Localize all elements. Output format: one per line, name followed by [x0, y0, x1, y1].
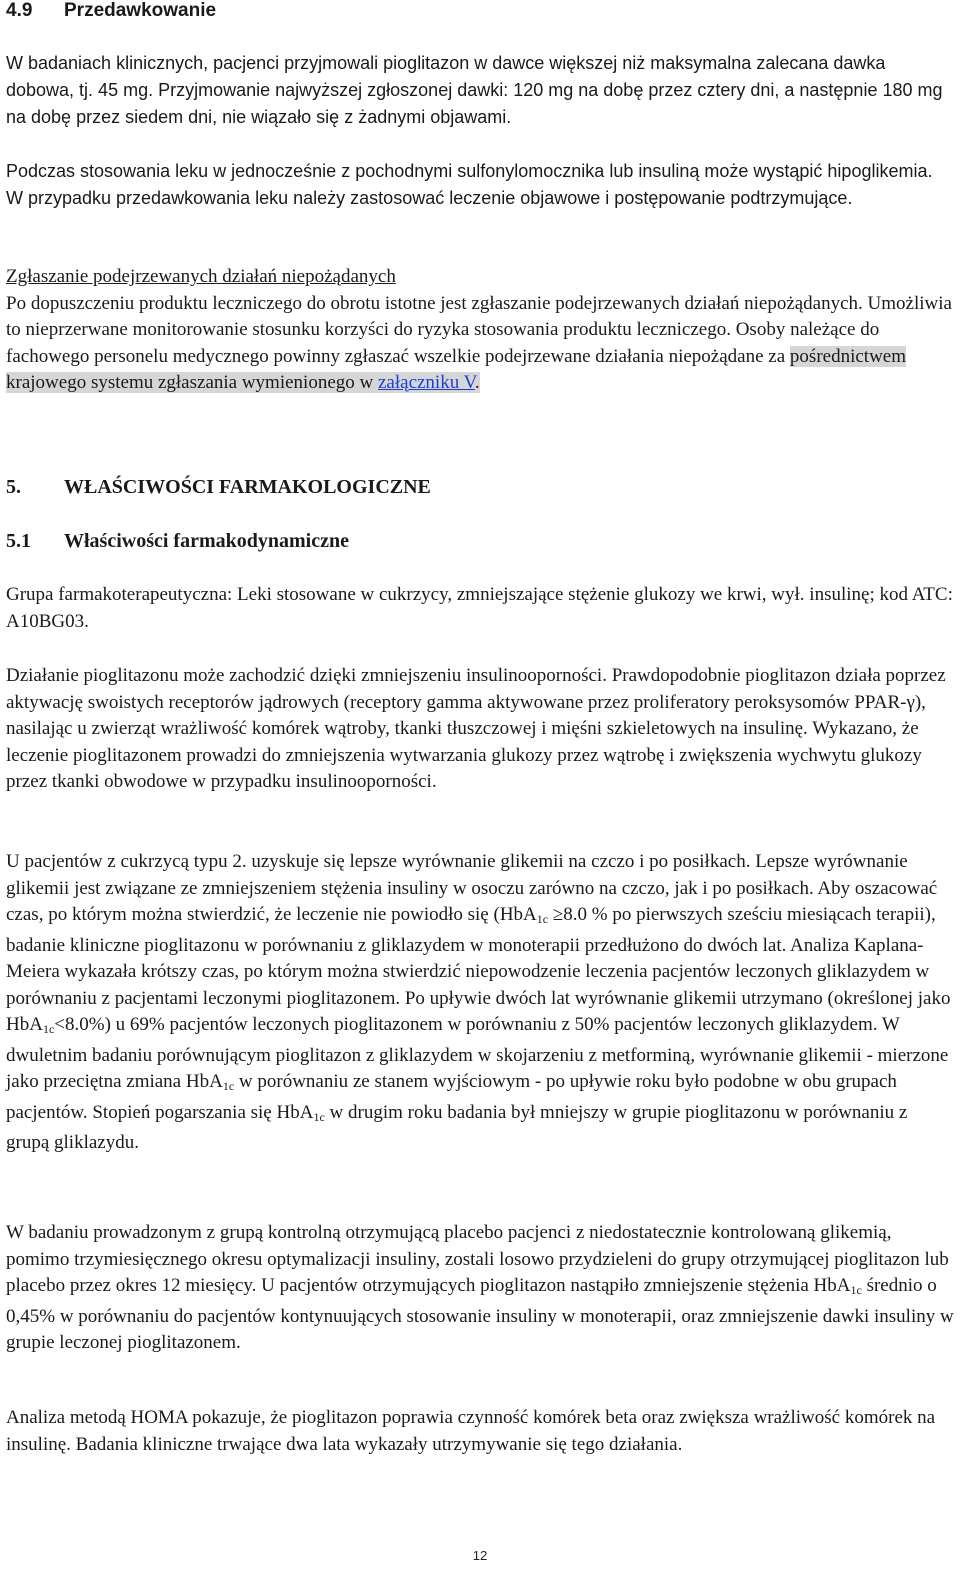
subscript: 1c	[850, 1283, 862, 1297]
homa-paragraph: Analiza metodą HOMA pokazuje, że pioglitazon poprawia czynność komórek beta oraz zwiększa wrażliwość komórek na insulinę. Badania kliniczne trwające dwa lata wykazały utrzymywanie się tego działania.	[6, 1407, 936, 1455]
section-title: Przedawkowanie	[64, 0, 217, 21]
placebo-study-paragraph	[6, 1220, 954, 1357]
overdose-paragraph-2: Podczas stosowania leku w jednocześnie z pochodnymi sulfonylomocznika lub insuliną może wystąpić hipoglikemia. W przypadku przedawkowania leku należy zastosować leczenie objawowe i postępowanie podtrzymujące.	[6, 161, 933, 208]
text-run: w porównaniu ze stanem wyjściowym - po upływie roku było podobne w obu grupach pacjentów. Stopień pogarszania się HbA	[6, 1071, 897, 1123]
pharmacotherapeutic-group-paragraph: Grupa farmakoterapeutyczna: Leki stosowane w cukrzycy, zmniejszające stężenie glukozy we krwi, wył. insulinę; kod ATC: A10BG03.	[6, 584, 953, 632]
subscript: 1c	[536, 912, 549, 926]
reporting-heading: Zgłaszanie podejrzewanych działań niepożądanych	[6, 266, 396, 287]
reporting-text: Po dopuszczeniu produktu leczniczego do obrotu istotne jest zgłaszanie podejrzewanych działań niepożądanych. Umożliwia to nieprzerwane monitorowanie stosunku korzyści do ryzyka stosowania produktu leczniczego. Osoby należące do fachowego personelu medycznego powinny zgłaszać wszelkie podejrzewane działania niepożądane za	[6, 292, 952, 367]
mechanism-paragraph: Działanie pioglitazonu może zachodzić dzięki zmniejszeniu insulinooporności. Prawdopodobnie pioglitazon działa poprzez aktywację swoistych receptorów jądrowych (receptory gamma aktywowane przez proliferatory peroksysomów PPAR-γ), nasilając u zwierząt wrażliwość komórek wątroby, tkanki tłuszczowej i mięśni szkieletowych na insulinę. Wykazano, że leczenie pioglitazonem prowadzi do zmniejszenia wytwarzania glukozy przez wątrobę i zwiększenia wychwytu glukozy przez tkanki obwodowe w przypadku insulinooporności.	[6, 665, 946, 792]
adverse-reporting-block	[6, 264, 954, 397]
text-run: w drugim roku badania był mniejszy w grupie pioglitazonu w porównaniu z grupą gliklazydu.	[6, 1101, 908, 1153]
section-number: 4.9	[6, 0, 33, 21]
subscript: 1c	[222, 1079, 235, 1093]
text-run: ≥8.0 % po pierwszych sześciu miesiącach terapii), badanie kliniczne pioglitazonu w porównaniu z gliklazydem w monoterapii przedłużono do dwóch lat. Analiza Kaplana-Meiera wykazała krótszy czas, po którym można stwierdzić niepowodzenie leczenia pacjentów leczonych gliklazydem w porównaniu z pacjentami leczonymi pioglitazonem. Po upływie dwóch lat wyrównanie glikemii utrzymano (określonej jako HbA	[6, 904, 951, 1035]
text-run: W badaniu prowadzonym z grupą kontrolną otrzymującą placebo pacjenci z niedostatecznie kontrolowaną glikemią, pomimo trzymiesięcznego okresu optymalizacji insuliny, zostali losowo przydzieleni do grupy otrzymującej pioglitazon lub placebo przez okres 12 miesięcy. U pacjentów otrzymujących pioglitazon nastąpiło zmniejszenie stężenia HbA	[6, 1222, 949, 1296]
reporting-end: .	[474, 372, 480, 393]
text-run: U pacjentów z cukrzycą typu 2. uzyskuje się lepsze wyrównanie glikemii na czczo i po posiłkach. Lepsze wyrównanie glikemii jest związane ze zmniejszeniem stężenia insuliny w osoczu zarówno na czczo, jak i po posiłkach. Aby oszacować czas, po którym można stwierdzić, że leczenie nie powiodło się (HbA	[6, 851, 938, 925]
overdose-paragraph-1: W badaniach klinicznych, pacjenci przyjmowali pioglitazon w dawce większej niż maksymalna zalecana dawka dobowa, tj. 45 mg. Przyjmowanie najwyższej zgłoszonej dawki: 120 mg na dobę przez cztery dni, a następnie 180 mg na dobę przez siedem dni, nie wiązało się z żadnymi objawami.	[6, 53, 943, 127]
section-number: 5.1	[6, 530, 31, 552]
reporting-highlight-text: pośrednictwem krajowego systemu zgłaszania wymienionego w	[6, 345, 906, 393]
glycaemic-control-paragraph	[6, 849, 954, 1157]
text-run: średnio o 0,45% w porównaniu do pacjentów kontynuujących stosowanie insuliny w monoterapii, oraz zmniejszenie dawki insuliny w grupie leczonej pioglitazonem.	[6, 1275, 954, 1353]
appendix-v-link[interactable]: załączniku V	[377, 372, 475, 393]
text-run: <8.0%) u 69% pacjentów leczonych pioglitazonem w porównaniu z 50% pacjentów leczonych gliklazydem. W dwuletnim badaniu porównującym pioglitazon z gliklazydem w skojarzeniu z metforminą, wyrównanie glikemii - mierzone jako przeciętna zmiana HbA	[6, 1014, 949, 1092]
section-title: WŁAŚCIWOŚCI FARMAKOLOGICZNE	[64, 476, 431, 498]
page-number: 12	[472, 1548, 488, 1563]
reporting-paragraph	[6, 291, 954, 397]
section-heading-5-1	[6, 530, 349, 553]
subscript: 1c	[42, 1022, 55, 1036]
subscript: 1c	[313, 1109, 325, 1124]
section-number: 5.	[6, 476, 21, 498]
section-title: Właściwości farmakodynamiczne	[64, 530, 349, 552]
section-heading-4-9	[6, 0, 216, 22]
section-heading-5	[6, 476, 431, 499]
